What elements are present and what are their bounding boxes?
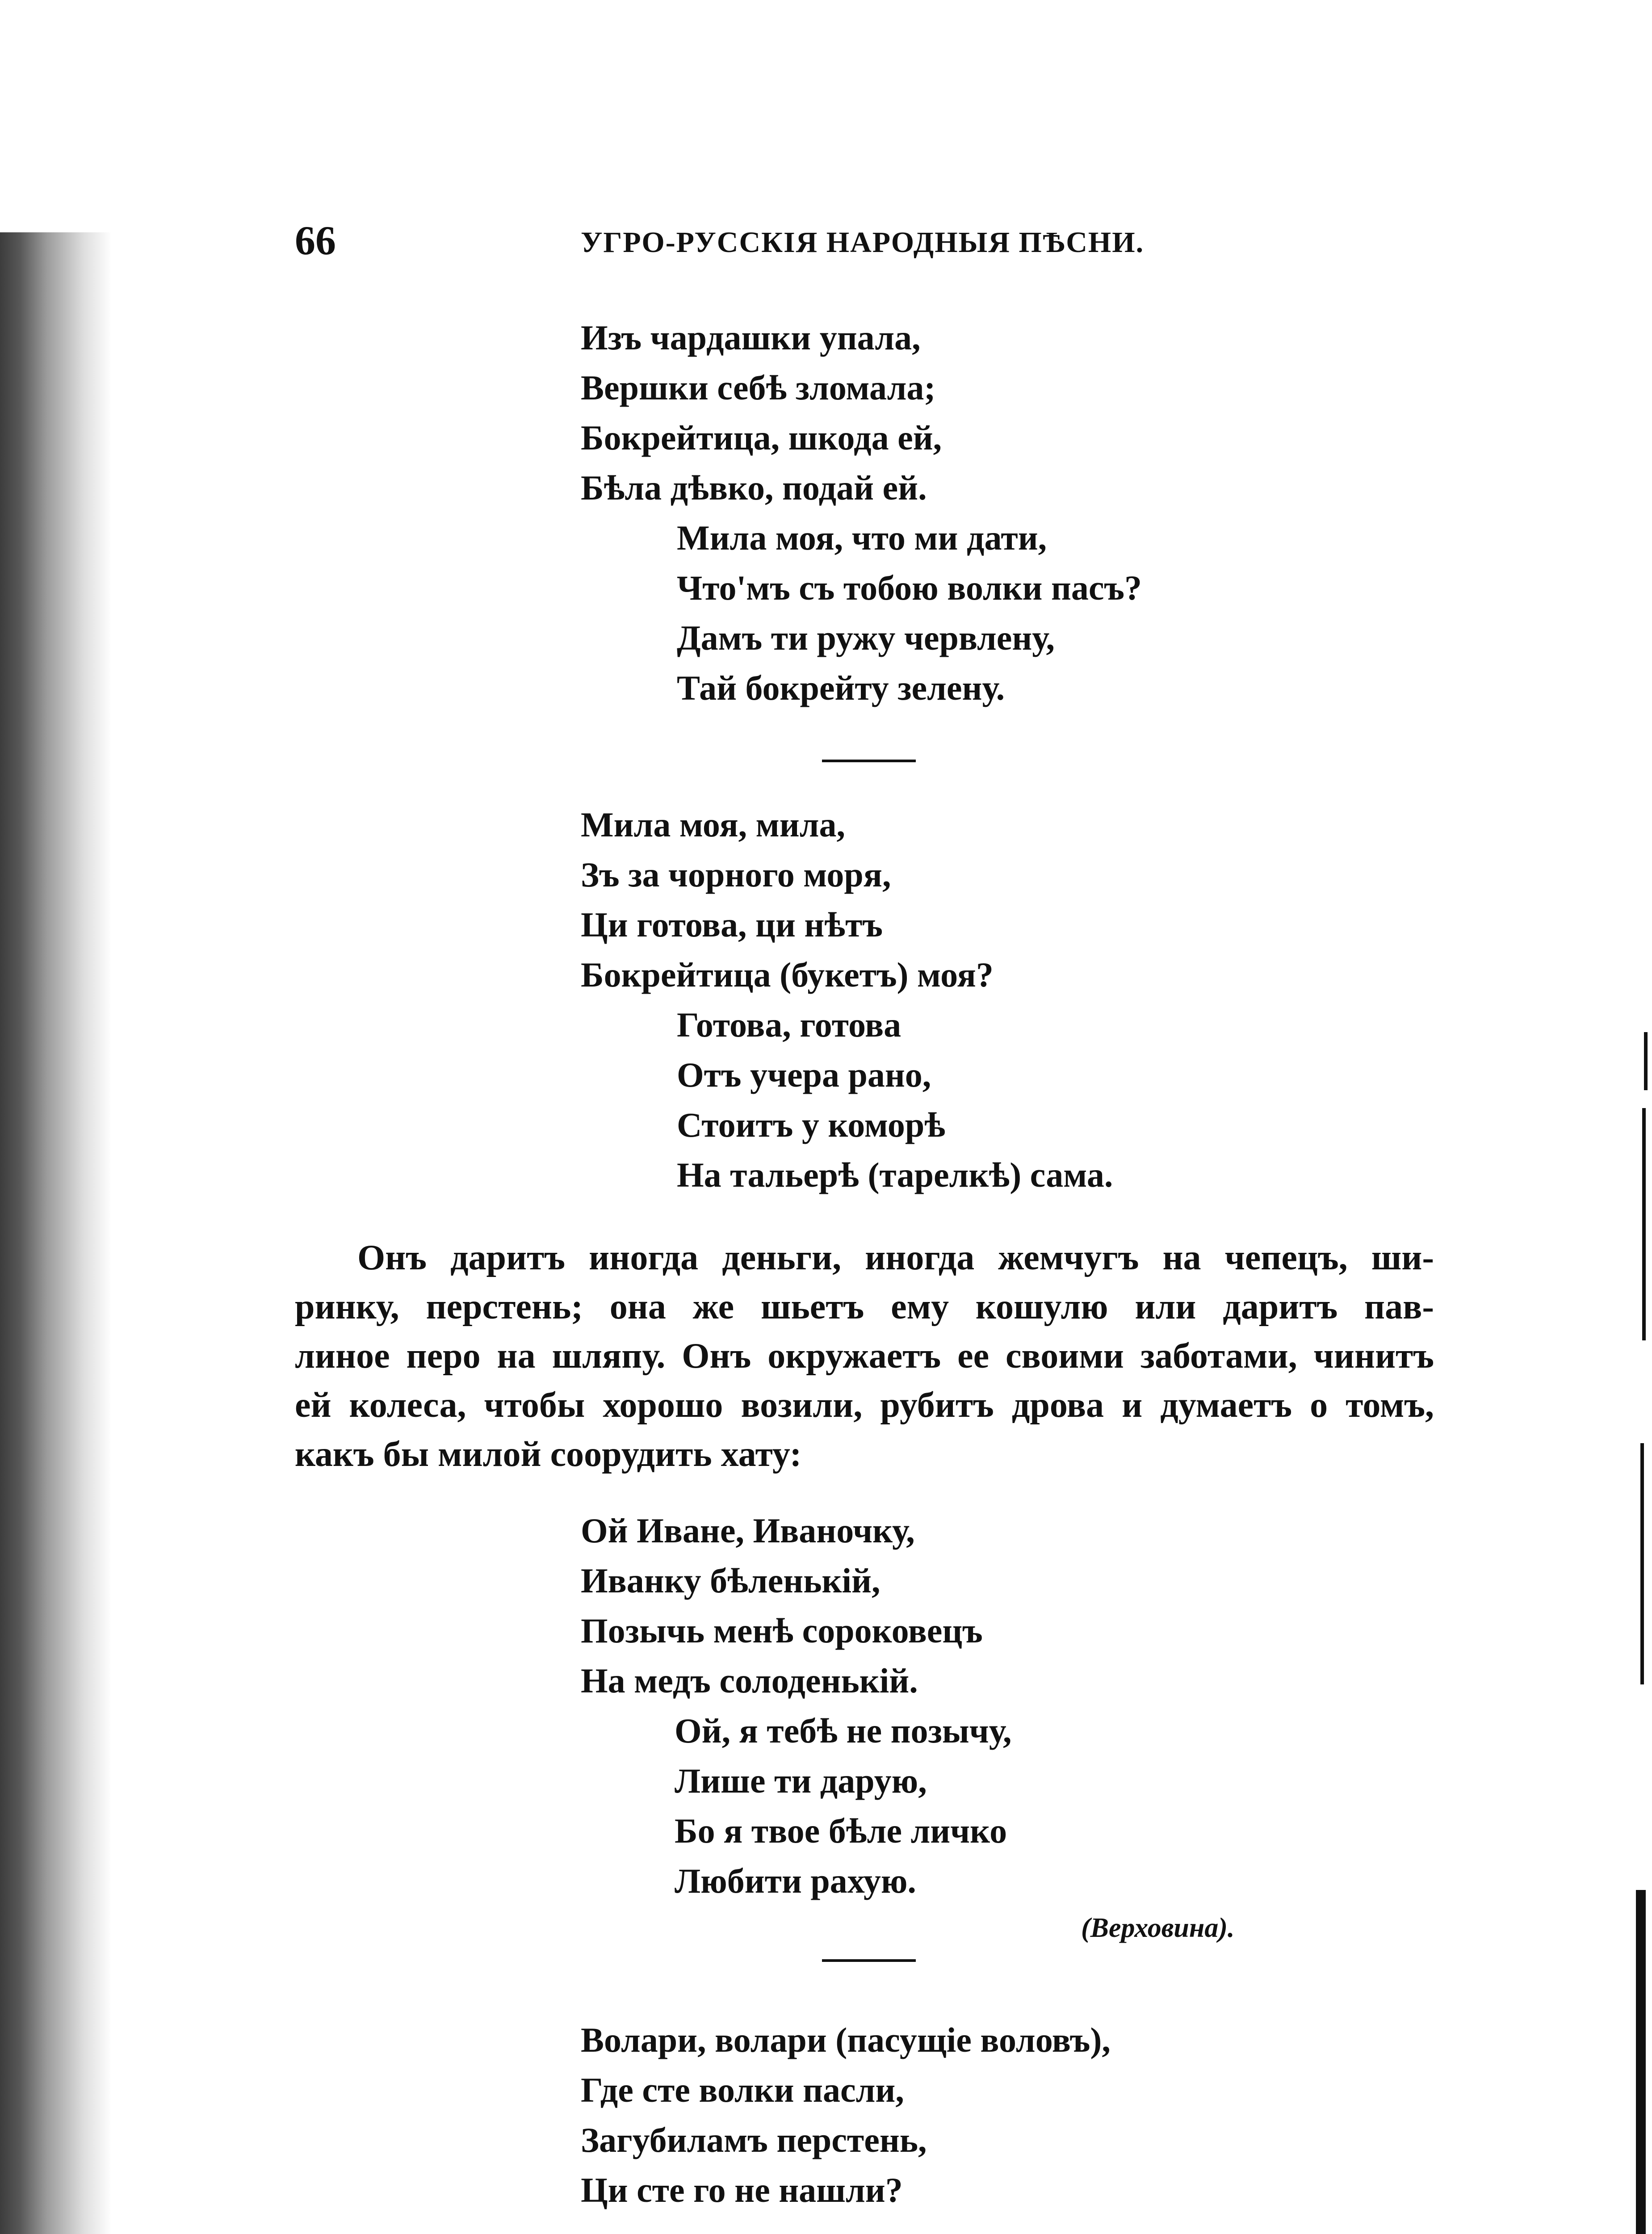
page-number: 66 (295, 218, 336, 263)
verse-line: Изъ чардашки упала, (581, 318, 921, 357)
prose-line: какъ бы милой соорудить хату: (295, 1435, 802, 1474)
song-3 (581, 1506, 1011, 1906)
verse-line: Мила моя, мила, (581, 805, 845, 844)
song-1 (581, 313, 1142, 713)
right-edge-mark (1642, 1108, 1646, 1340)
verse-line: Лише ти дарую, (675, 1761, 927, 1800)
verse-line: Отъ учера рано, (677, 1055, 931, 1094)
section-divider (822, 1959, 916, 1962)
verse-line: Ци готова, ци нѣтъ (581, 905, 883, 944)
section-divider (822, 760, 916, 762)
attribution: (Верховина). (1081, 1913, 1235, 1943)
prose-line: ей колеса, чтобы хорошо возили, рубитъ дрова и думаетъ о томъ, (295, 1386, 1434, 1425)
verse-line: Бо я твое бѣле личко (675, 1811, 1007, 1850)
running-title: УГРО-РУССКІЯ НАРОДНЫЯ ПѢСНИ. (581, 226, 1145, 259)
verse-line: Стоитъ у коморѣ (677, 1105, 946, 1144)
right-edge-mark (1644, 1032, 1648, 1090)
verse-line: Волари, волари (пасущіе воловъ), (581, 2020, 1111, 2059)
verse-line: Где сте волки пасли, (581, 2070, 904, 2109)
song-2 (581, 800, 1113, 1200)
verse-line: Загубиламъ перстень, (581, 2121, 927, 2159)
verse-line: Иванку бѣленькій, (581, 1561, 881, 1600)
verse-line: На тальерѣ (тарелкѣ) сама. (677, 1155, 1113, 1194)
prose-line: линое перо на шляпу. Онъ окружаетъ ее своими заботами, чинитъ (295, 1336, 1434, 1376)
song-4 (581, 2015, 1111, 2215)
prose-line: ринку, перстень; она же шьетъ ему кошулю или даритъ пав- (295, 1287, 1434, 1327)
right-edge-mark (1640, 1443, 1644, 1684)
right-edge-mark (1636, 1890, 1646, 2234)
verse-line: Бѣла дѣвко, подай ей. (581, 468, 927, 507)
verse-line: Любити рахую. (675, 1861, 916, 1900)
verse-line: Бокрейтица, шкода ей, (581, 418, 942, 457)
prose-line: Онъ даритъ иногда деньги, иногда жемчугъ на чепецъ, ши- (357, 1238, 1434, 1277)
prose-paragraph (295, 1233, 1434, 1479)
verse-line: Тай бокрейту зелену. (677, 668, 1005, 707)
page-edge-shadow (0, 232, 112, 2234)
verse-line: Бокрейтица (букетъ) моя? (581, 955, 994, 994)
verse-line: Готова, готова (677, 1005, 901, 1044)
verse-line: Что'мъ съ тобою волки пасъ? (677, 568, 1142, 607)
verse-line: Вершки себѣ зломала; (581, 368, 936, 407)
verse-line: Ой, я тебѣ не позычу, (675, 1711, 1012, 1750)
verse-line: Дамъ ти ружу червлену, (677, 618, 1055, 657)
verse-line: Ой Иване, Иваночку, (581, 1511, 915, 1550)
verse-line: Ци сте го не нашли? (581, 2171, 903, 2209)
verse-line: Зъ за чорного моря, (581, 855, 891, 894)
verse-line: Позычь менѣ сороковецъ (581, 1611, 983, 1650)
verse-line: Мила моя, что ми дати, (677, 518, 1047, 557)
verse-line: На медъ солоденькій. (581, 1661, 918, 1700)
